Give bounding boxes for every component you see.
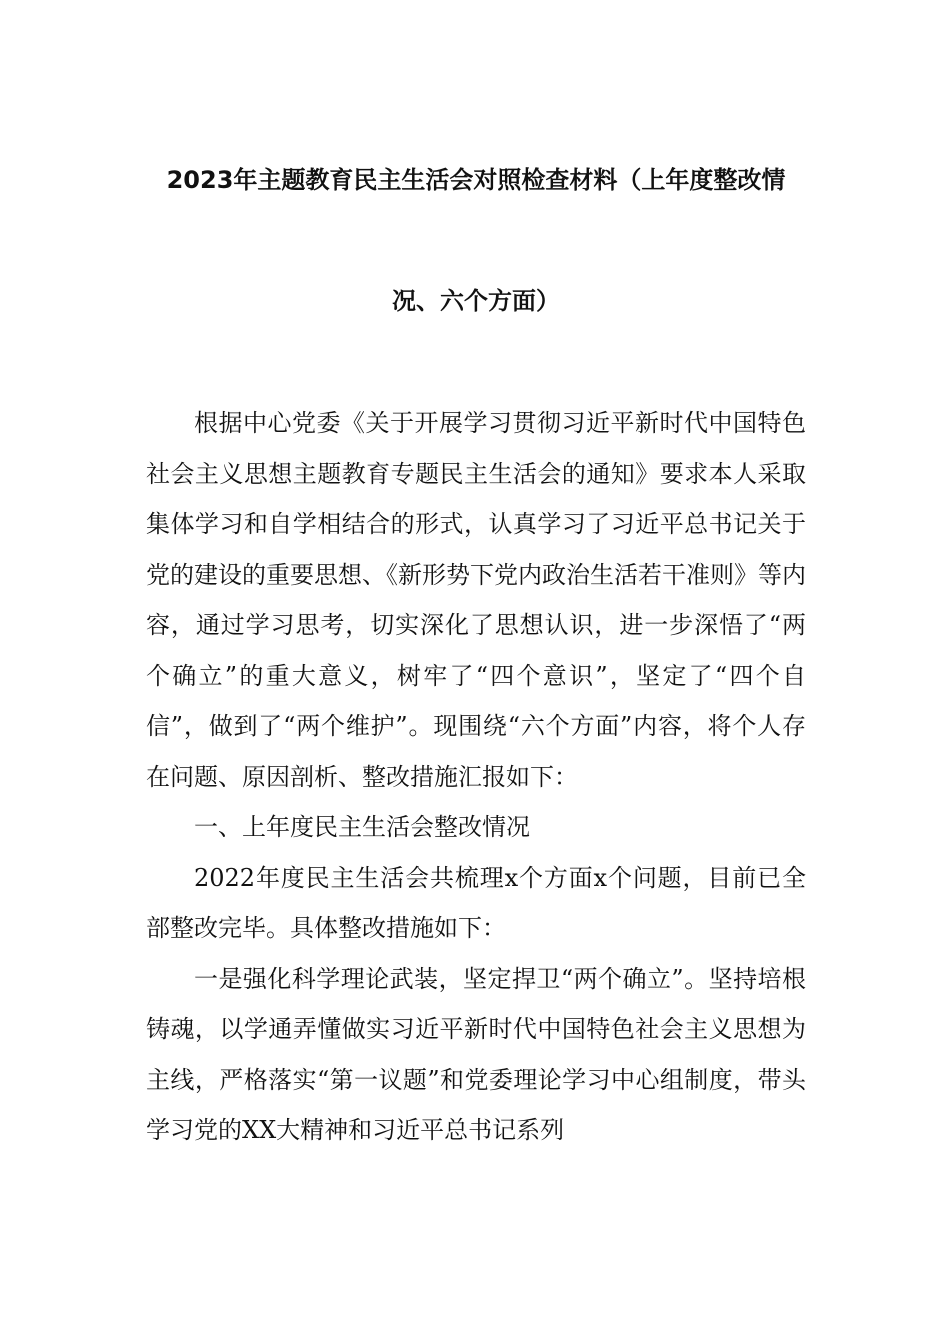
- intro-paragraph: 根据中心党委《关于开展学习贯彻习近平新时代中国特色社会主义思想主题教育专题民主生活会的通知》要求本人采取集体学习和自学相结合的形式，认真学习了习近平总书记关于党的建设的重要思想、《新形势下党内政治生活若干准则》等内容，通过学习思考，切实深化了思想认识，进一步深悟了“两个确立”的重大意义，树牢了“四个意识”，坚定了“四个自信”，做到了“两个维护”。现围绕“六个方面”内容，将个人存在问题、原因剖析、整改措施汇报如下：: [146, 409, 806, 791]
- document-title-line-2: 况、六个方面）: [392, 287, 560, 315]
- section-heading: 一、上年度民主生活会整改情况: [194, 813, 530, 841]
- document-body: [146, 398, 806, 1156]
- measure-paragraph: 一是强化科学理论武装，坚定捍卫“两个确立”。坚持培根铸魂，以学通弄懂做实习近平新时代中国特色社会主义思想为主线，严格落实“第一议题”和党委理论学习中心组制度，带头学习党的XX大精神和习近平总书记系列: [146, 964, 806, 1144]
- document-title-line-1: 2023年主题教育民主生活会对照检查材料（上年度整改情: [166, 166, 786, 194]
- summary-paragraph: 2022年度民主生活会共梳理x个方面x个问题，目前已全部整改完毕。具体整改措施如下：: [146, 863, 806, 942]
